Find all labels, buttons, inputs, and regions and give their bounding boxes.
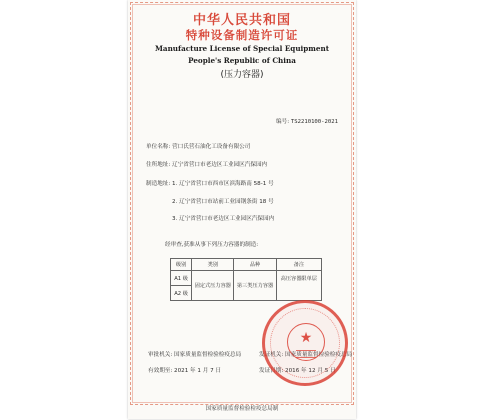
license-number xyxy=(276,117,338,125)
validity-row xyxy=(148,366,221,374)
approval-authority-label: 审批机关: xyxy=(148,352,173,358)
header-category: 类别 xyxy=(192,259,234,271)
unit-name-label: 单位名称: xyxy=(146,144,171,150)
approval-authority-row xyxy=(148,350,241,358)
emblem-stripes xyxy=(296,350,316,358)
header-variety: 品种 xyxy=(234,259,276,271)
row1-level: A1 级 xyxy=(171,271,192,286)
title-en-line1: Manufacture License of Special Equipment xyxy=(154,44,330,53)
row1-note: 高压容器限单层 xyxy=(276,271,321,301)
table-row xyxy=(171,271,322,286)
manufacture-address-item-2: 2. 辽宁省营口市站前工业园钢条街 18 号 xyxy=(172,199,274,205)
review-statement: 经审查,获准从事下列压力容器的制造: xyxy=(165,242,259,248)
star-icon: ★ xyxy=(299,330,313,346)
manufacture-address-item-3: 3. 辽宁省营口市老边区工业园区汽保园内 xyxy=(172,216,275,222)
license-number-value: TS2210100-2021 xyxy=(290,119,339,125)
approval-authority-value: 国家质量监督检验检疫总局 xyxy=(174,352,242,358)
title-cn-line1: 中华人民共和国 xyxy=(192,13,291,28)
issue-date-label: 发证日期: xyxy=(259,368,284,374)
issue-authority-value: 国家质量监督检验检疫总局 xyxy=(285,352,353,358)
official-seal-stamp xyxy=(262,300,348,386)
title-cn-line2: 特种设备制造许可证 xyxy=(185,28,299,42)
manufacture-address-item-1: 1. 辽宁省营口市西市区滨海路南 58-1 号 xyxy=(172,181,274,187)
address-value: 辽宁省营口市老边区工业园区汽保园内 xyxy=(172,162,268,168)
scope-table xyxy=(170,258,322,301)
row1-category: 固定式压力容器 xyxy=(192,271,234,301)
issue-authority-label: 发证机关: xyxy=(259,352,284,358)
title-en-line2: People's Republic of China xyxy=(188,56,296,65)
validity-value: 2021 年 1 月 7 日 xyxy=(174,368,222,374)
row1-variety: 第三类压力容器 xyxy=(234,271,276,301)
category-subtitle: (压力容器) xyxy=(220,70,264,80)
unit-name-value: 营口氏营石油化工设备有限公司 xyxy=(172,144,251,150)
address-row xyxy=(146,160,267,168)
national-emblem-icon xyxy=(287,323,325,361)
header-level: 级别 xyxy=(171,259,192,271)
table-header-row xyxy=(171,259,322,271)
license-number-label: 编号: xyxy=(276,119,290,125)
validity-label: 有效期至: xyxy=(148,368,173,374)
issue-date-value: 2016 年 12 月 5 日 xyxy=(285,368,336,374)
footer-issuer: 国家质量监督检验检疫总局制 xyxy=(205,406,279,412)
unit-name-row xyxy=(146,142,250,150)
address-label: 住所地址: xyxy=(146,162,171,168)
header-note: 备注 xyxy=(276,259,321,271)
row2-level: A2 级 xyxy=(171,286,192,301)
manufacture-address-label: 制造地址: xyxy=(146,181,171,187)
